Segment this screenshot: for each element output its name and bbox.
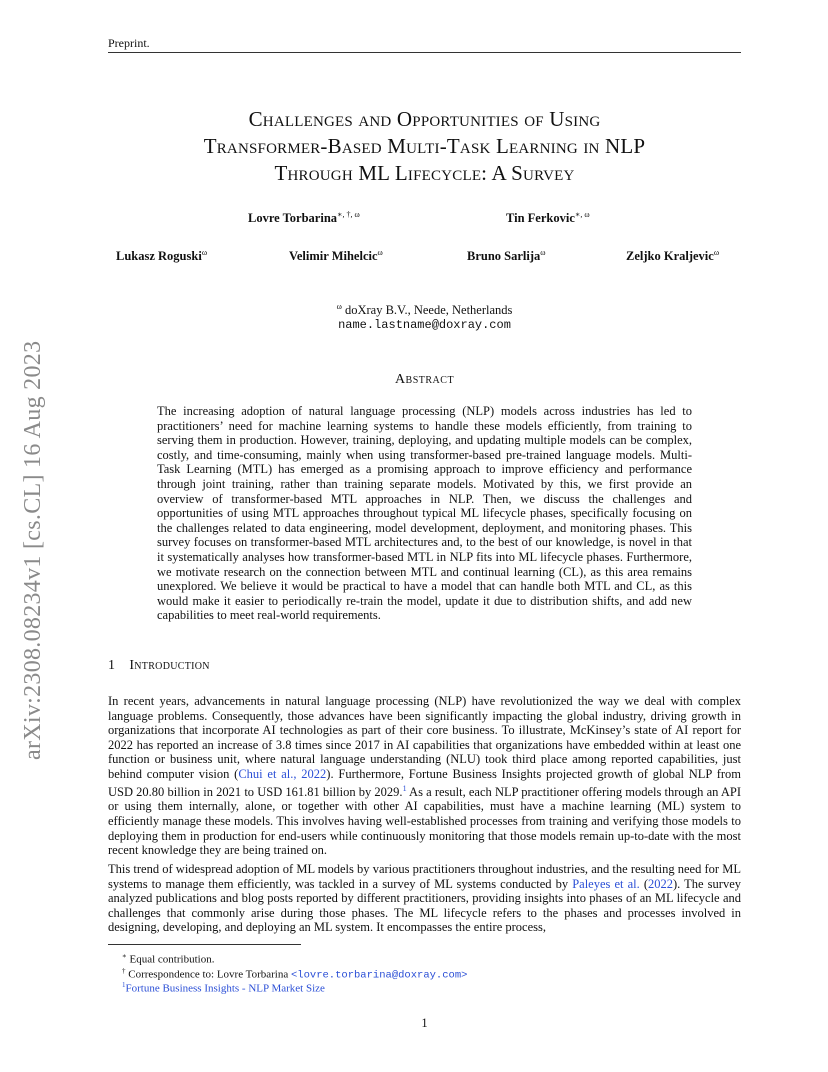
- section-heading: [108, 658, 210, 674]
- footnote-market-size: [122, 978, 325, 996]
- arxiv-side-stamp[interactable]: arXiv:2308.08234v1 [cs.CL] 16 Aug 2023: [20, 340, 46, 760]
- author-marks: ω: [377, 248, 383, 257]
- author-torbarina: [248, 210, 360, 226]
- footnote-text: Equal contribution.: [129, 953, 215, 966]
- affiliation: [108, 302, 741, 318]
- intro-paragraph-2: [108, 862, 741, 935]
- paper-title: [108, 106, 741, 187]
- correspondence-email-link[interactable]: <lovre.torbarina@doxray.com>: [291, 969, 468, 982]
- citation-year-link[interactable]: 2022: [647, 876, 673, 891]
- footnote-text: Correspondence to: Lovre Torbarina: [128, 968, 291, 981]
- author-name: Tin Ferkovic: [506, 211, 575, 226]
- paragraph-text: As a result, each NLP practitioner offering models through an API or using them internally, alone, or together with other AI capabilities, must have a machine learning (ML) system to efficiently manage these models. This involves having well-established processes from training and verifying those models to deploying them in production for end-users while continuously monitoring that those models remain up-to-date with the most recent knowledge they are being trained on.: [108, 784, 741, 858]
- paragraph-text: . The survey analyzed publications and blog posts reported by different practitioners, providing insights into phases of an ML lifecycle and challenges that commonly arise during those phases. The ML lifecycle refers to the phases and processes involved in designing, developing, and deploying an ML system. It encompasses the entire process,: [108, 876, 741, 935]
- affiliation-email: name.lastname@doxray.com: [338, 318, 511, 332]
- affiliation-mark: ω: [336, 302, 342, 311]
- paragraph-text: In recent years, advancements in natural language processing (NLP) have revolutionized the way we deal with complex language problems. Consequently, those advances have been significantly impacting the global industry, driving growth in organizations that incorporate AI technologies as part of their core business. To illustrate, McKinsey’s state of AI report for 2022 has reported an increase of 3.8 times since 2017 in AI capabilities that organizations have embedded within at least one function or business unit, where natural language understanding (NLU) took third place among reported capabilities, just behind computer vision (: [108, 694, 741, 781]
- title-line-2: Transformer-Based Multi-Task Learning in NLP: [203, 134, 646, 158]
- footnote-ref-link[interactable]: 1: [402, 783, 407, 793]
- citation-link[interactable]: [238, 767, 326, 781]
- author-name: Lukasz Roguski: [116, 249, 202, 264]
- citation-paren-open: (: [639, 876, 648, 891]
- citation-name: Chui et al.: [238, 766, 294, 781]
- paragraph-text: This trend of widespread adoption of ML models by various practitioners throughout industries, and the resulting need for ML systems to manage them efficiently, was tackled in a survey of ML systems conducted by: [108, 862, 741, 891]
- author-mihelcic: [289, 248, 383, 264]
- footnote-mark: †: [122, 967, 126, 975]
- abstract-heading: Abstract: [394, 372, 455, 387]
- author-marks: ω: [201, 248, 208, 257]
- author-marks: ω: [713, 248, 720, 257]
- citation-paren-close: ): [672, 876, 678, 891]
- header-rule: [108, 52, 741, 53]
- abstract-text: The increasing adoption of natural language processing (NLP) models across industries has led to practitioners’ need for machine learning systems to handle these models efficiently, from training to serving them in production. However, training, deploying, and updating multiple models can be complex, costly, and time-consuming, mainly when using transformer-based pre-trained language models. Multi-Task Learning (MTL) has emerged as a promising approach to improve efficiency and performance through joint training, rather than training separate models. Motivated by this, we first provide an overview of transformer-based MTL approaches in NLP. Then, we discuss the challenges and opportunities of using MTL approaches throughout typical ML lifecycle phases, specifically focusing on the challenges related to data engineering, model development, deployment, and monitoring phases. This survey focuses on transformer-based MTL architectures and, to the best of our knowledge, is novel in that it systematically analyses how transformer-based MTL in NLP fits into ML lifecycle phases. Furthermore, we motivate research on the connection between MTL and continual learning (CL), as this area remains unexplored. We believe it would be practical to have a model that can handle both MTL and CL, as this would make it easier to periodically re-train the model, update it due to distribution shifts, and add new capabilities to meet real-world requirements.: [157, 404, 692, 623]
- author-sarlija: [467, 248, 546, 264]
- citation-sep: ,: [293, 766, 302, 781]
- paragraph-text: ). Furthermore, Fortune Business Insights projected growth of global NLP from USD 20.80 billion in 2021 to USD 161.81 billion by 2029.: [108, 766, 742, 799]
- citation-year: 2022: [301, 766, 327, 781]
- author-name: Bruno Sarlija: [467, 249, 541, 264]
- author-kraljevic: [626, 248, 719, 264]
- author-name: Lovre Torbarina: [248, 211, 338, 226]
- citation-name-link[interactable]: Paleyes et al.: [572, 876, 640, 891]
- author-marks: ∗, †, ω: [337, 210, 360, 219]
- title-line-3: Through ML Lifecycle: A Survey: [274, 161, 575, 185]
- market-size-link[interactable]: Fortune Business Insights - NLP Market Size: [125, 982, 325, 995]
- intro-paragraph-1: [108, 694, 741, 858]
- affiliation-text: doXray B.V., Neede, Netherlands: [344, 303, 513, 318]
- author-ferkovic: [506, 210, 590, 226]
- footnote-mark: ∗: [122, 952, 127, 960]
- author-name: Velimir Mihelcic: [289, 249, 378, 264]
- footnote-mark: 1: [122, 981, 126, 989]
- author-marks: ω: [540, 248, 546, 257]
- running-head: Preprint.: [108, 36, 150, 50]
- author-name: Zeljko Kraljevic: [626, 249, 714, 264]
- section-title: Introduction: [129, 658, 210, 673]
- title-line-1: Challenges and Opportunities of Using: [248, 107, 601, 131]
- footnote-rule: [108, 944, 301, 945]
- section-number: 1: [108, 658, 116, 673]
- author-marks: ∗, ω: [574, 210, 590, 219]
- author-roguski: [116, 248, 207, 264]
- page-number: 1: [421, 1016, 428, 1030]
